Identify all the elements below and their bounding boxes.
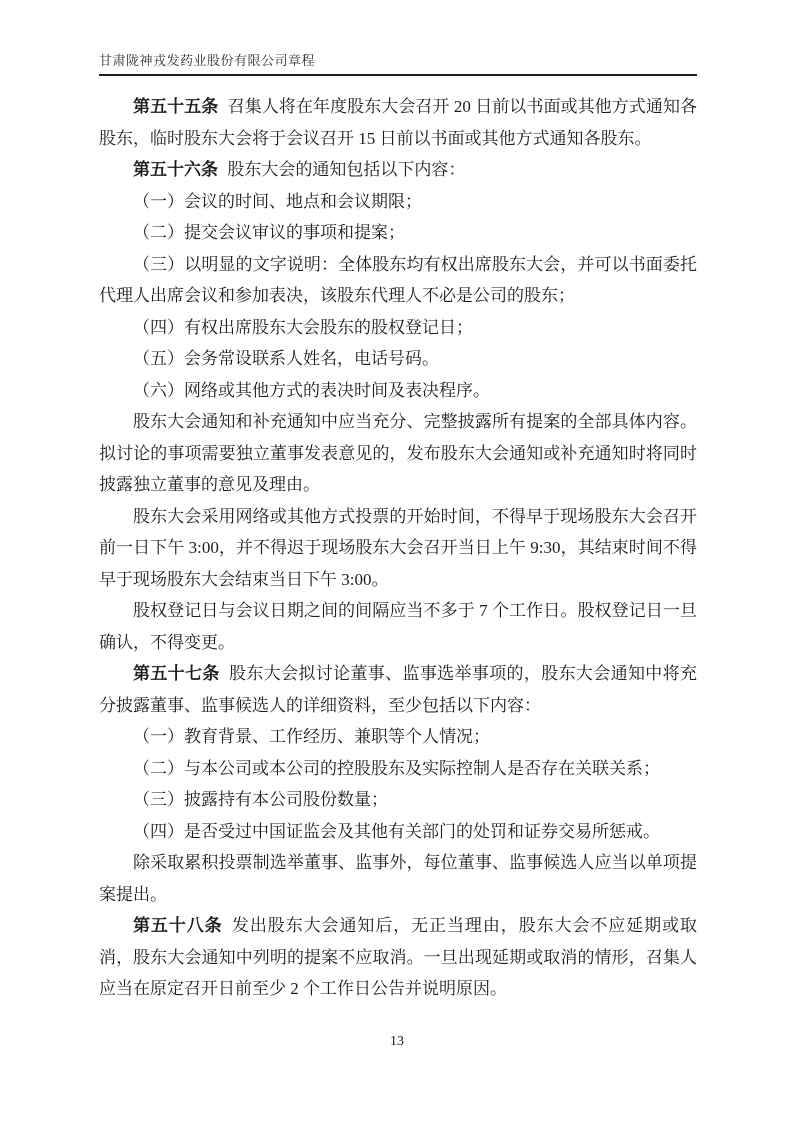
article-text: 股东大会拟讨论董事、监事选举事项的，股东大会通知中将充分披露董事、监事候选人的详细资料，至少包括以下内容： xyxy=(99,664,697,715)
article-number: 第五十八条 xyxy=(133,916,223,935)
list-item-6 xyxy=(99,375,697,407)
article-text: 股东大会的通知包括以下内容： xyxy=(227,160,466,179)
article-paragraph-57 xyxy=(99,658,697,721)
list-item-3 xyxy=(99,249,697,312)
paragraph-text: （二）提交会议审议的事项和提案； xyxy=(133,223,405,242)
paragraph-text: （三）披露持有本公司股份数量； xyxy=(133,790,388,809)
paragraph-text: 股东大会通知和补充通知中应当充分、完整披露所有提案的全部具体内容。拟讨论的事项需要独立董事发表意见的，发布股东大会通知或补充通知时将同时披露独立董事的意见及理由。 xyxy=(99,412,697,494)
paragraph-text: （五）会务常设联系人姓名，电话号码。 xyxy=(133,349,439,368)
paragraph xyxy=(99,595,697,658)
paragraph-text: 股东大会采用网络或其他方式投票的开始时间，不得早于现场股东大会召开前一日下午 3:00，并不得迟于现场股东大会召开当日上午 9:30，其结束时间不得早于现场股东大会结束当日下午 3:00。 xyxy=(99,506,697,589)
list-item-4 xyxy=(99,312,697,344)
article-number: 第五十五条 xyxy=(133,97,219,116)
paragraph xyxy=(99,406,697,501)
list-item-3 xyxy=(99,784,697,816)
article-number: 第五十七条 xyxy=(133,664,220,683)
article-text: 召集人将在年度股东大会召开 20 日前以书面或其他方式通知各股东，临时股东大会将于会议召开 15 日前以书面或其他方式通知各股东。 xyxy=(99,97,698,148)
list-item-1 xyxy=(99,721,697,753)
article-paragraph-58 xyxy=(99,910,697,1005)
paragraph-text: （一）教育背景、工作经历、兼职等个人情况； xyxy=(133,727,490,746)
paragraph xyxy=(99,501,697,596)
paragraph-text: （六）网络或其他方式的表决时间及表决程序。 xyxy=(133,380,490,400)
paragraph-text: 股权登记日与会议日期之间的间隔应当不多于 7 个工作日。股权登记日一旦确认，不得变更。 xyxy=(99,601,697,652)
paragraph xyxy=(99,847,697,910)
page-header xyxy=(99,50,697,76)
paragraph-text: （三）以明显的文字说明：全体股东均有权出席股东大会，并可以书面委托代理人出席会议和参加表决，该股东代理人不必是公司的股东； xyxy=(99,254,697,305)
list-item-2 xyxy=(99,753,697,785)
paragraph-text: （四）有权出席股东大会股东的股权登记日； xyxy=(133,317,473,337)
article-paragraph-55 xyxy=(99,91,697,154)
document-body xyxy=(99,91,697,1005)
page-footer xyxy=(0,1034,794,1050)
paragraph-text: （四）是否受过中国证监会及其他有关部门的处罚和证券交易所惩戒。 xyxy=(133,821,660,841)
list-item-2 xyxy=(99,217,697,249)
list-item-5 xyxy=(99,343,697,375)
paragraph-text: （二）与本公司或本公司的控股股东及实际控制人是否存在关联关系； xyxy=(133,758,660,778)
article-number: 第五十六条 xyxy=(133,160,218,179)
article-text: 发出股东大会通知后，无正当理由，股东大会不应延期或取消，股东大会通知中列明的提案不应取消。一旦出现延期或取消的情形，召集人应当在原定召开日前至少 2 个工作日公告并说明原因。 xyxy=(99,916,697,998)
header-title: 甘肃陇神戎发药业股份有限公司章程 xyxy=(99,53,316,68)
article-paragraph-56 xyxy=(99,154,697,186)
paragraph-text: 除采取累积投票制选举董事、监事外，每位董事、监事候选人应当以单项提案提出。 xyxy=(99,853,697,904)
paragraph-text: （一）会议的时间、地点和会议期限； xyxy=(133,191,422,211)
list-item-4 xyxy=(99,816,697,848)
list-item-1 xyxy=(99,186,697,218)
page-number: 13 xyxy=(390,1034,404,1049)
